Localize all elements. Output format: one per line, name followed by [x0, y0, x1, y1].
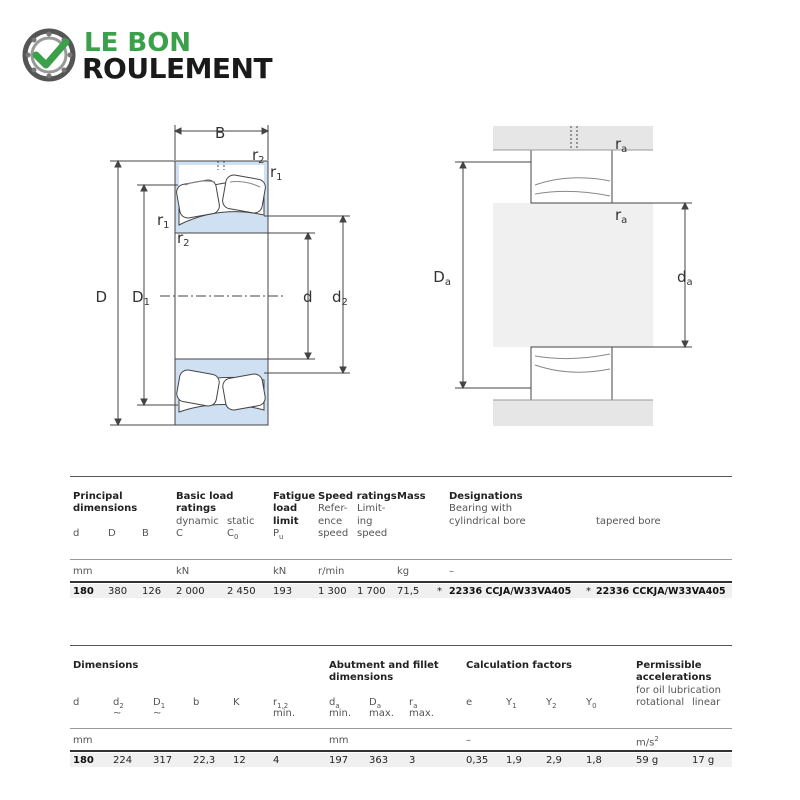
- cell-Y0: 1,8: [586, 755, 602, 766]
- header-K: K: [233, 697, 240, 708]
- header-ing: ing: [357, 516, 373, 527]
- header-limit: limit: [273, 516, 299, 527]
- cell-d2: 224: [113, 755, 133, 766]
- header-d2: $d_2$: [113, 697, 124, 710]
- cell-e: 0,35: [466, 755, 489, 766]
- cell-D1: 317: [153, 755, 173, 766]
- logo-line1: LE BON: [84, 28, 192, 58]
- cell-linear: 17 g: [692, 755, 715, 766]
- cell-d: 180: [73, 755, 94, 766]
- header-d2-tilde: ~: [113, 708, 122, 719]
- unit-mm: mm: [73, 735, 93, 746]
- divider: [70, 728, 732, 729]
- unit-mm-2: mm: [329, 735, 349, 746]
- header-d: d: [73, 697, 80, 708]
- unit-kN-2: kN: [273, 566, 287, 577]
- svg-text:da: $d_a$: [677, 268, 693, 288]
- header-static: static: [227, 516, 255, 527]
- header-D1-tilde: ~: [153, 708, 162, 719]
- cell-Da: 363: [369, 755, 389, 766]
- cell-C0: 2 450: [227, 586, 256, 597]
- cell-Pu: 193: [273, 586, 293, 597]
- header-C: C: [176, 528, 183, 539]
- header-permissible: Permissible: [636, 660, 702, 671]
- header-C0: $C_0$: [227, 528, 239, 541]
- cell-K: 12: [233, 755, 246, 766]
- brand-logo[interactable]: [22, 26, 322, 86]
- label-B: B: [215, 124, 226, 142]
- divider: [70, 645, 732, 646]
- header-tapered: tapered bore: [596, 516, 661, 527]
- header-r12-min: min.: [273, 708, 296, 719]
- cell-star-2: *: [586, 586, 591, 597]
- header-limit2: Limit-: [357, 503, 386, 514]
- header-da: $d_a$: [329, 697, 340, 710]
- header-mass: Mass: [397, 491, 426, 502]
- divider: [70, 581, 732, 583]
- svg-text:r1: $r_1$: [270, 163, 283, 183]
- header-dynamic: dynamic: [176, 516, 219, 527]
- bearing-drawing: [0, 110, 800, 440]
- unit-rmin: r/min: [318, 566, 345, 577]
- divider: [70, 559, 732, 560]
- logo-line2: ROULEMENT: [82, 52, 273, 85]
- cell-ref-speed: 1 300: [318, 586, 347, 597]
- header-designations: Designations: [449, 491, 523, 502]
- cell-rotational: 59 g: [636, 755, 659, 766]
- divider: [70, 750, 732, 752]
- header-Da-max: max.: [369, 708, 394, 719]
- cell-B: 126: [142, 586, 162, 597]
- header-da-min: min.: [329, 708, 352, 719]
- header-Y0: $Y_0$: [586, 697, 597, 710]
- header-principal: Principal: [73, 491, 123, 502]
- header-linear: linear: [692, 697, 721, 708]
- header-Pu: $P_u$: [273, 528, 284, 541]
- header-r12: $r_{1,2}$: [273, 697, 289, 710]
- header-abutment: Abutment and fillet: [329, 660, 439, 671]
- header-calc-factors: Calculation factors: [466, 660, 572, 671]
- svg-text:r2: $r_2$: [177, 229, 190, 249]
- svg-text:ra: $r_a$: [615, 206, 628, 226]
- cell-da: 197: [329, 755, 349, 766]
- header-cylindrical: cylindrical bore: [449, 516, 526, 527]
- header-D1: $D_1$: [153, 697, 166, 710]
- header-dimensions: Dimensions: [73, 660, 139, 671]
- header-dimensions: dimensions: [73, 503, 138, 514]
- header-ra: $r_a$: [409, 697, 418, 710]
- unit-dash: –: [449, 566, 454, 577]
- spec-table-1: [70, 476, 732, 601]
- header-fatigue: Fatigue: [273, 491, 316, 502]
- header-b: b: [193, 697, 200, 708]
- header-accelerations: accelerations: [636, 672, 712, 683]
- bearing-section-left: [110, 125, 350, 425]
- header-basic-load: Basic load: [176, 491, 234, 502]
- label-d: d: [303, 288, 313, 306]
- header-oil: for oil lubrication: [636, 685, 721, 696]
- cell-star: *: [437, 586, 442, 597]
- unit-ms2: $m/s^2$: [636, 735, 659, 749]
- header-d: d: [73, 528, 80, 539]
- unit-kN: kN: [176, 566, 190, 577]
- header-Y2: $Y_2$: [546, 697, 557, 710]
- header-bearing-with: Bearing with: [449, 503, 513, 514]
- cell-Y2: 2,9: [546, 755, 562, 766]
- header-Y1: $Y_1$: [506, 697, 517, 710]
- spec-table-2: [70, 645, 732, 770]
- designation-tapered[interactable]: 22336 CCKJA/W33VA405: [596, 586, 726, 597]
- header-Da: $D_a$: [369, 697, 381, 710]
- cell-b: 22,3: [193, 755, 216, 766]
- cell-D: 380: [108, 586, 128, 597]
- header-ref-speed: speed: [318, 528, 349, 539]
- header-B: B: [142, 528, 149, 539]
- header-e: e: [466, 697, 473, 708]
- unit-kg: kg: [397, 566, 410, 577]
- svg-text:Da: $D_a$: [433, 268, 451, 288]
- label-D: D: [95, 288, 107, 306]
- header-load: load: [273, 503, 298, 514]
- header-ence: ence: [318, 516, 343, 527]
- cell-lim-speed: 1 700: [357, 586, 386, 597]
- header-refer: Refer-: [318, 503, 348, 514]
- designation-cylindrical[interactable]: 22336 CCJA/W33VA405: [449, 586, 572, 597]
- cell-r12: 4: [273, 755, 280, 766]
- cell-ra: 3: [409, 755, 416, 766]
- svg-text:D1: $D_1$: [132, 288, 150, 308]
- svg-text:ra: $r_a$: [615, 135, 628, 155]
- header-D: D: [108, 528, 116, 539]
- svg-text:r1: $r_1$: [157, 211, 170, 231]
- unit-dash: –: [466, 735, 471, 746]
- divider: [70, 476, 732, 477]
- header-speed-ratings: Speed ratings: [318, 491, 397, 502]
- header-ra-max: max.: [409, 708, 434, 719]
- cell-mass: 71,5: [397, 586, 420, 597]
- cell-d: 180: [73, 586, 94, 597]
- bearing-mount-right: [455, 126, 692, 426]
- cell-Y1: 1,9: [506, 755, 522, 766]
- cell-C: 2 000: [176, 586, 205, 597]
- header-rotational: rotational: [636, 697, 685, 708]
- unit-mm: mm: [73, 566, 93, 577]
- header-abutment-dims: dimensions: [329, 672, 394, 683]
- bearing-check-icon: [22, 28, 78, 84]
- svg-text:r2: $r_2$: [252, 146, 265, 166]
- svg-text:d2: $d_2$: [332, 288, 348, 308]
- header-lim-speed: speed: [357, 528, 388, 539]
- header-ratings: ratings: [176, 503, 217, 514]
